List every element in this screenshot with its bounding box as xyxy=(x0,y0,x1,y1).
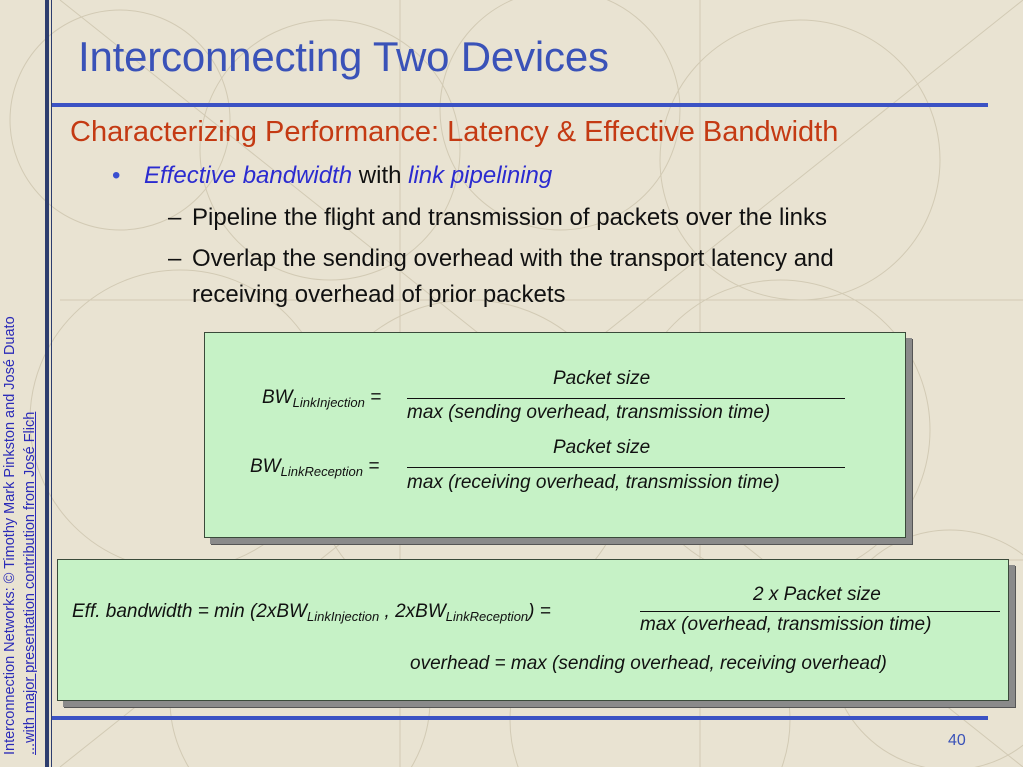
page-title: Interconnecting Two Devices xyxy=(78,33,609,80)
bw-label: BW xyxy=(250,456,281,477)
bullet-dot-icon: • xyxy=(112,162,121,189)
bw-label: BW xyxy=(262,387,293,408)
sub-bullet-2 xyxy=(168,245,834,273)
sub-bullet-2-cont xyxy=(192,281,566,309)
sub-bullet-2-text: Overlap the sending overhead with the transport latency and xyxy=(192,245,834,272)
sidebar-credits xyxy=(0,0,44,767)
bw-injection-numerator: Packet size xyxy=(553,368,651,389)
formula-box-link xyxy=(204,332,906,538)
overhead-definition: overhead = max (sending overhead, receiving overhead) xyxy=(410,653,887,674)
bw-reception-subscript: LinkReception xyxy=(280,464,363,479)
sidebar-credit-line1: Interconnection Networks: © Timothy Mark Pinkston and José Duato xyxy=(2,316,18,755)
footer-rule xyxy=(52,716,988,720)
bw-reception-numerator: Packet size xyxy=(553,437,651,458)
fraction-bar xyxy=(407,398,845,399)
sidebar-rule xyxy=(45,0,49,767)
bullet-item xyxy=(112,162,552,190)
eff-prefix: Eff. bandwidth = min (2xBW xyxy=(72,601,307,622)
bw-injection-lhs xyxy=(262,387,381,410)
dash-icon: – xyxy=(168,245,182,272)
bw-injection-subscript: LinkInjection xyxy=(292,395,365,410)
eff-bandwidth-lhs xyxy=(72,601,551,624)
bw-reception-denominator: max (receiving overhead, transmission time) xyxy=(407,472,780,493)
term-effective-bandwidth: Effective bandwidth xyxy=(144,162,353,189)
bw-injection-denominator: max (sending overhead, transmission time) xyxy=(407,402,771,423)
eff-denominator: max (overhead, transmission time) xyxy=(640,614,932,635)
bullet-connector: with xyxy=(352,162,409,189)
page-number: 40 xyxy=(948,732,966,749)
eff-suffix: ) = xyxy=(528,601,551,622)
eff-subscript-injection: LinkInjection xyxy=(306,609,380,624)
eff-mid: , 2xBW xyxy=(379,601,446,622)
eff-numerator: 2 x Packet size xyxy=(753,584,881,605)
sidebar-credit-line2: ...with major presentation contribution from José Flich xyxy=(22,411,38,755)
sub-bullet-1-text: Pipeline the flight and transmission of packets over the links xyxy=(192,204,828,231)
bw-reception-lhs xyxy=(250,456,379,479)
eff-subscript-reception: LinkReception xyxy=(445,609,529,624)
sidebar-rule-thin xyxy=(51,0,52,767)
fraction-bar xyxy=(640,611,1000,612)
equals-sign: = xyxy=(364,387,382,408)
title-rule xyxy=(52,103,988,107)
dash-icon: – xyxy=(168,204,182,231)
section-subtitle: Characterizing Performance: Latency & Effective Bandwidth xyxy=(70,116,839,148)
term-link-pipelining: link pipelining xyxy=(408,162,553,189)
sub-bullet-1 xyxy=(168,204,827,232)
equals-sign: = xyxy=(363,456,380,477)
fraction-bar xyxy=(407,467,845,468)
sub-bullet-2-text-cont: receiving overhead of prior packets xyxy=(192,281,566,308)
